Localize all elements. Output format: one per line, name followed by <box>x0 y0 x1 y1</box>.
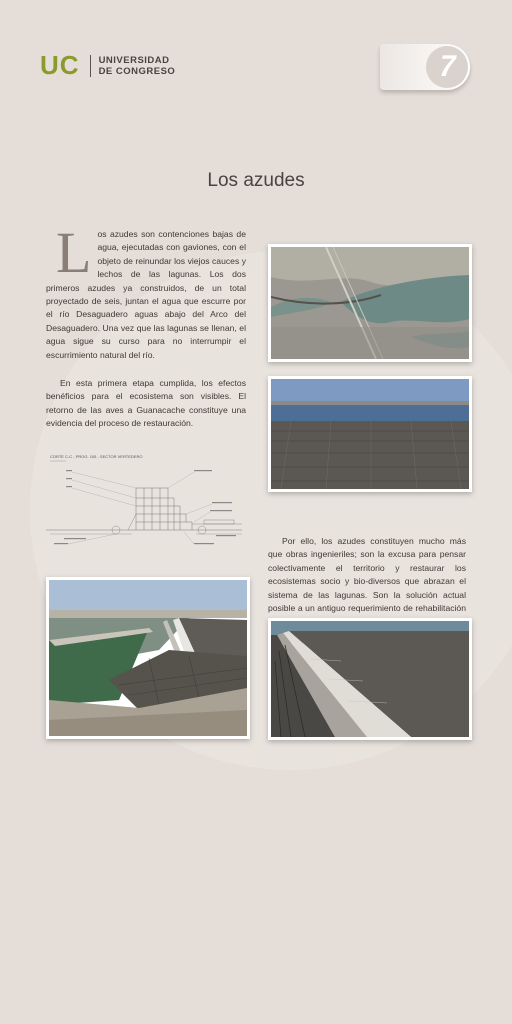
photo-canal-gabions <box>46 577 250 739</box>
logo-divider <box>90 55 91 77</box>
page-number-badge <box>426 46 468 88</box>
weir-cross-section-diagram <box>44 450 244 552</box>
page-number-tab <box>380 44 470 90</box>
paragraph-intro <box>46 220 246 362</box>
logo-name-line1: UNIVERSIDAD <box>98 54 170 66</box>
logo-university-name <box>99 55 176 77</box>
paragraph-conclusion: Por ello, los azudes constituyen mucho más que obras ingenieriles; son la excusa para pensar colectivamente el territorio y restaurar los ecosistemas socio y bio-diversos que abrazan el sistema de las lagunas. Son la solución actual posible a un antiguo requerimiento de rehabilitación <box>268 536 466 614</box>
photo-embankment-crest <box>268 618 472 740</box>
dropcap-letter: L <box>56 220 92 285</box>
diagram-title: CORTE C-C - PROG. 105 - SECTOR VERTEDERO <box>50 454 143 459</box>
photo-aerial-lagoon <box>268 244 472 362</box>
paragraph-intro-text: os azudes son contenciones bajas de agua, ejecutadas con gaviones, con el objeto de reinundar los viejos cauces y lechos de las lagunas. Los dos primeros azudes ya construidos, de un total proyectado de seis, juntan el agua que escurre por el río Desaguadero aguas abajo del Arco del Desaguadero. Una vez que las lagunas se llenan, el agua sigue su curso para no interrumpir el escurrimiento natural del río. <box>46 229 246 360</box>
page-title: Los azudes <box>207 170 305 191</box>
photo-gabion-reservoir <box>268 376 472 492</box>
logo-name-line2: DE CONGRESO <box>98 65 176 77</box>
page-number: 7 <box>435 50 459 83</box>
paragraph-first-stage: En esta primera etapa cumplida, los efectos benéficios para el ecosistema son visibles. El retorno de las aves a Guanacache constituye una evidencia del proceso de restauración. <box>46 378 246 429</box>
logo-initials: UC <box>40 50 80 80</box>
university-logo[interactable] <box>40 50 175 81</box>
